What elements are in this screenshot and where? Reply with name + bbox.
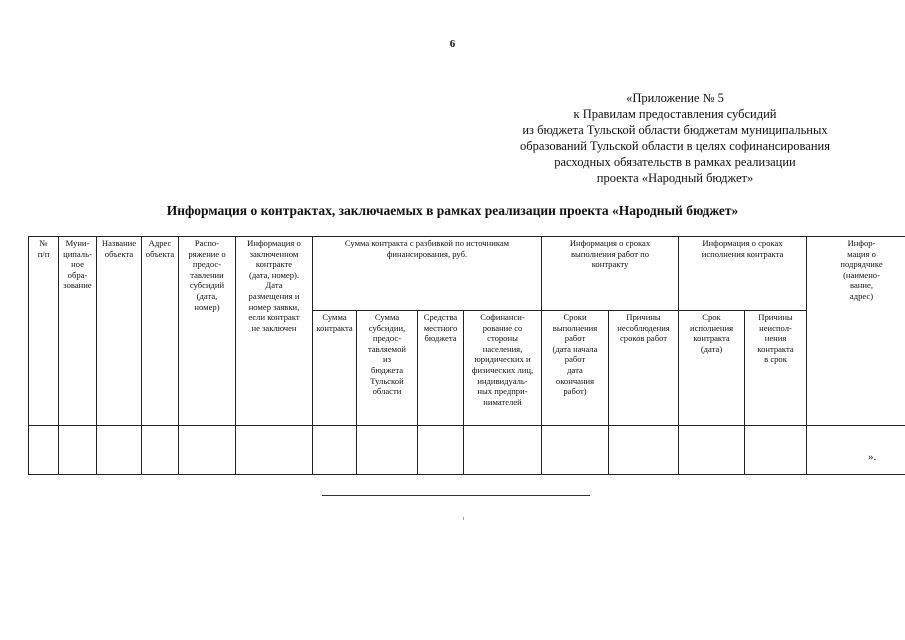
bottom-divider xyxy=(322,495,590,496)
appendix-line: «Приложение № 5 xyxy=(626,91,724,105)
header-distribution: Распо- ряжение о предос- тавлении субсидий (дата, номер) xyxy=(179,237,236,426)
appendix-line: расходных обязательств в рамках реализации xyxy=(554,155,796,169)
table-cell xyxy=(542,426,609,475)
subheader-local-budget: Средства местного бюджета xyxy=(418,311,464,426)
table-cell xyxy=(236,426,313,475)
header-terms-group: Информация о сроках выполнения работ по контракту xyxy=(542,237,679,311)
table-cell xyxy=(179,426,236,475)
appendix-line: к Правилам предоставления субсидий xyxy=(573,107,777,121)
page-number: 6 xyxy=(449,38,456,50)
header-municipality: Муни- ципаль- ное обра- зование xyxy=(59,237,97,426)
subheader-sum-contract: Сумма контракта xyxy=(313,311,357,426)
table-cell xyxy=(679,426,745,475)
subheader-noncompliance: Причины несоблюдения сроков работ xyxy=(609,311,679,426)
appendix-line: образований Тульской области в целях софинансирования xyxy=(520,139,830,153)
closing-quote: ». xyxy=(868,451,877,463)
table-cell xyxy=(59,426,97,475)
appendix-line: проекта «Народный бюджет» xyxy=(596,171,754,185)
table-cell xyxy=(464,426,542,475)
table-cell xyxy=(357,426,418,475)
header-object-name: Название объекта xyxy=(97,237,142,426)
table-cell xyxy=(97,426,142,475)
subheader-execution-term: Срок исполнения контракта (дата) xyxy=(679,311,745,426)
header-sum-group: Сумма контракта с разбивкой по источникам финансирования, руб. xyxy=(313,237,542,311)
document-title: Информация о контрактах, заключаемых в рамках реализации проекта «Народный бюджет» xyxy=(166,203,739,218)
header-contract-info: Информация о заключенном контракте (дата, номер). Дата размещения и номер заявки, если контракт не заключен xyxy=(236,237,313,426)
table-cell xyxy=(609,426,679,475)
table-cell xyxy=(313,426,357,475)
subheader-cofinancing: Софинанси- рование со стороны населения, юридических и физических лиц, индивидуаль- ных предпри- нимателей xyxy=(464,311,542,426)
table-cell xyxy=(807,426,905,475)
header-object-address: Адрес объекта xyxy=(142,237,179,426)
table-cell xyxy=(745,426,807,475)
scan-mark xyxy=(463,517,464,520)
header-execution-group: Информация о сроках исполнения контракта xyxy=(679,237,807,311)
appendix-line: из бюджета Тульской области бюджетам муниципальных xyxy=(522,123,828,137)
table-row xyxy=(29,426,905,475)
table-cell xyxy=(142,426,179,475)
contracts-table xyxy=(28,236,905,475)
subheader-nonexecution: Причины неиспол- нения контракта в срок xyxy=(745,311,807,426)
header-num: № п/п xyxy=(29,237,59,426)
table-header-row xyxy=(29,237,905,311)
header-contractor: Инфор- мация о подрядчике (наимено- вание, адрес) xyxy=(807,237,905,426)
table-cell xyxy=(29,426,59,475)
appendix-header xyxy=(480,90,870,186)
table-cell xyxy=(418,426,464,475)
subheader-sum-subsidy: Сумма субсидии, предос- тавляемой из бюджета Тульской области xyxy=(357,311,418,426)
subheader-work-terms: Сроки выполнения работ (дата начала работ дата окончания работ) xyxy=(542,311,609,426)
